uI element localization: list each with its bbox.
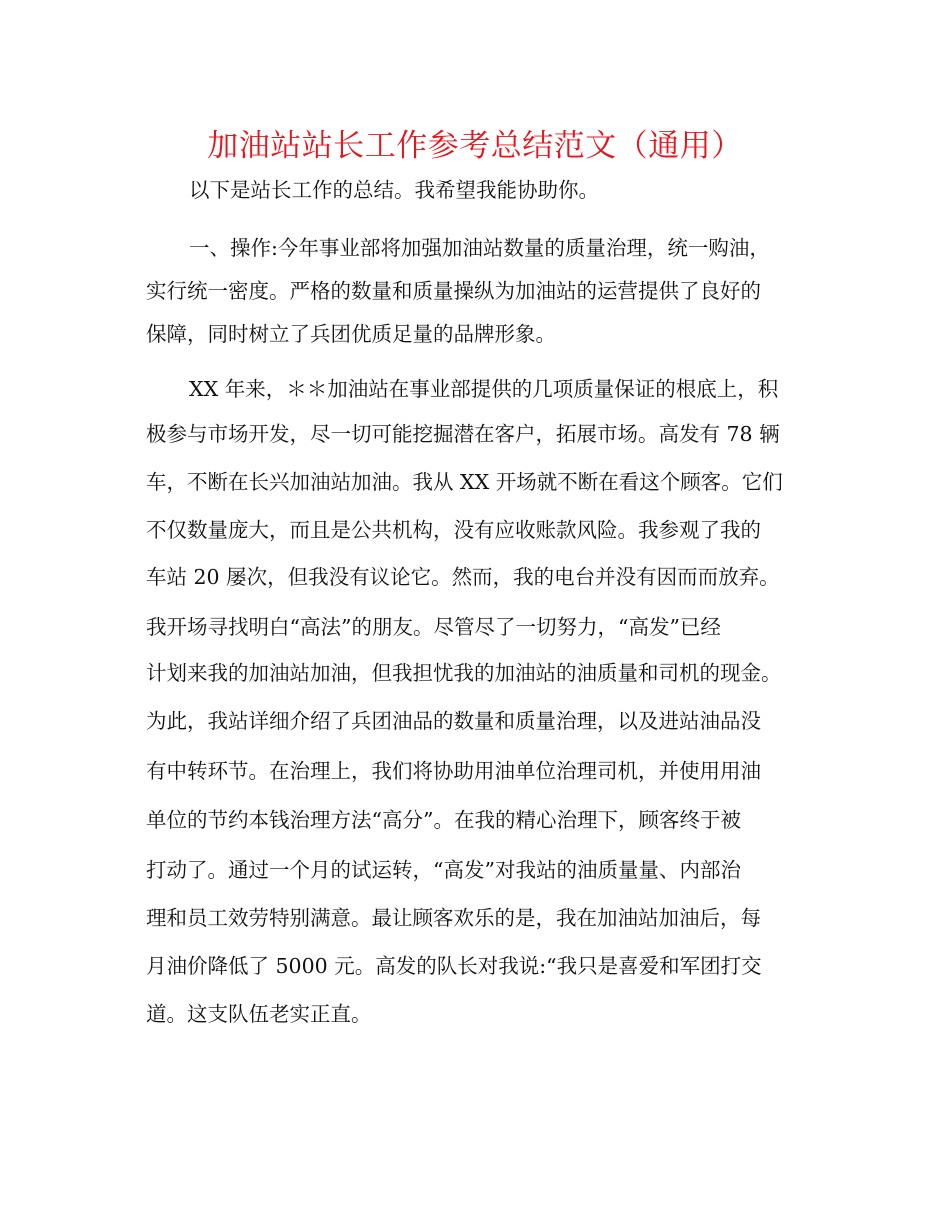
paragraph-line: 有中转环节。在治理上，我们将协助用油单位治理司机，并使用用油 [146,759,761,783]
paragraph-line: 车站 20 屡次，但我没有议论它。然而，我的电台并没有因而而放弃。 [146,565,780,589]
paragraph-line: 不仅数量庞大，而且是公共机构，没有应收账款风险。我参观了我的 [146,518,761,542]
paragraph-line: 月油价降低了 5000 元。高发的队长对我说:“我只是喜爱和军团打交 [146,954,762,978]
paragraph-line: 理和员工效劳特别满意。最让顾客欢乐的是，我在加油站加油后，每 [146,906,761,930]
paragraph-line: 车，不断在长兴加油站加油。我从 XX 开场就不断在看这个顾客。它们 [146,470,783,494]
paragraph-line: 实行统一密度。严格的数量和质量操纵为加油站的运营提供了良好的 [146,279,761,303]
paragraph-line: XX 年来，＊＊加油站在事业部提供的几项质量保证的根底上，积 [189,377,779,401]
paragraph-line: 极参与市场开发，尽一切可能挖掘潜在客户，拓展市场。高发有 78 辆 [146,422,780,446]
paragraph-line: 单位的节约本钱治理方法“高分”。在我的精心治理下，顾客终于被 [146,808,741,832]
paragraph-line: 保障，同时树立了兵团优质足量的品牌形象。 [146,322,556,346]
document-title: 加油站站长工作参考总结范文（通用） [207,128,743,164]
paragraph-line: 一、操作:今年事业部将加强加油站数量的质量治理，统一购油， [189,236,770,260]
paragraph-line: 计划来我的加油站加油，但我担忧我的加油站的油质量和司机的现金。 [146,661,782,685]
paragraph-intro: 以下是站长工作的总结。我希望我能协助你。 [189,178,599,202]
paragraph-line: 我开场寻找明白“高法”的朋友。尽管尽了一切努力，“高发”已经 [146,615,721,639]
paragraph-line: 打动了。通过一个月的试运转，“高发”对我站的油质量量、内部治 [146,858,741,882]
paragraph-line: 道。这支队伍老实正直。 [146,1002,372,1026]
paragraph-line: 为此，我站详细介绍了兵团油品的数量和质量治理，以及进站油品没 [146,709,761,733]
